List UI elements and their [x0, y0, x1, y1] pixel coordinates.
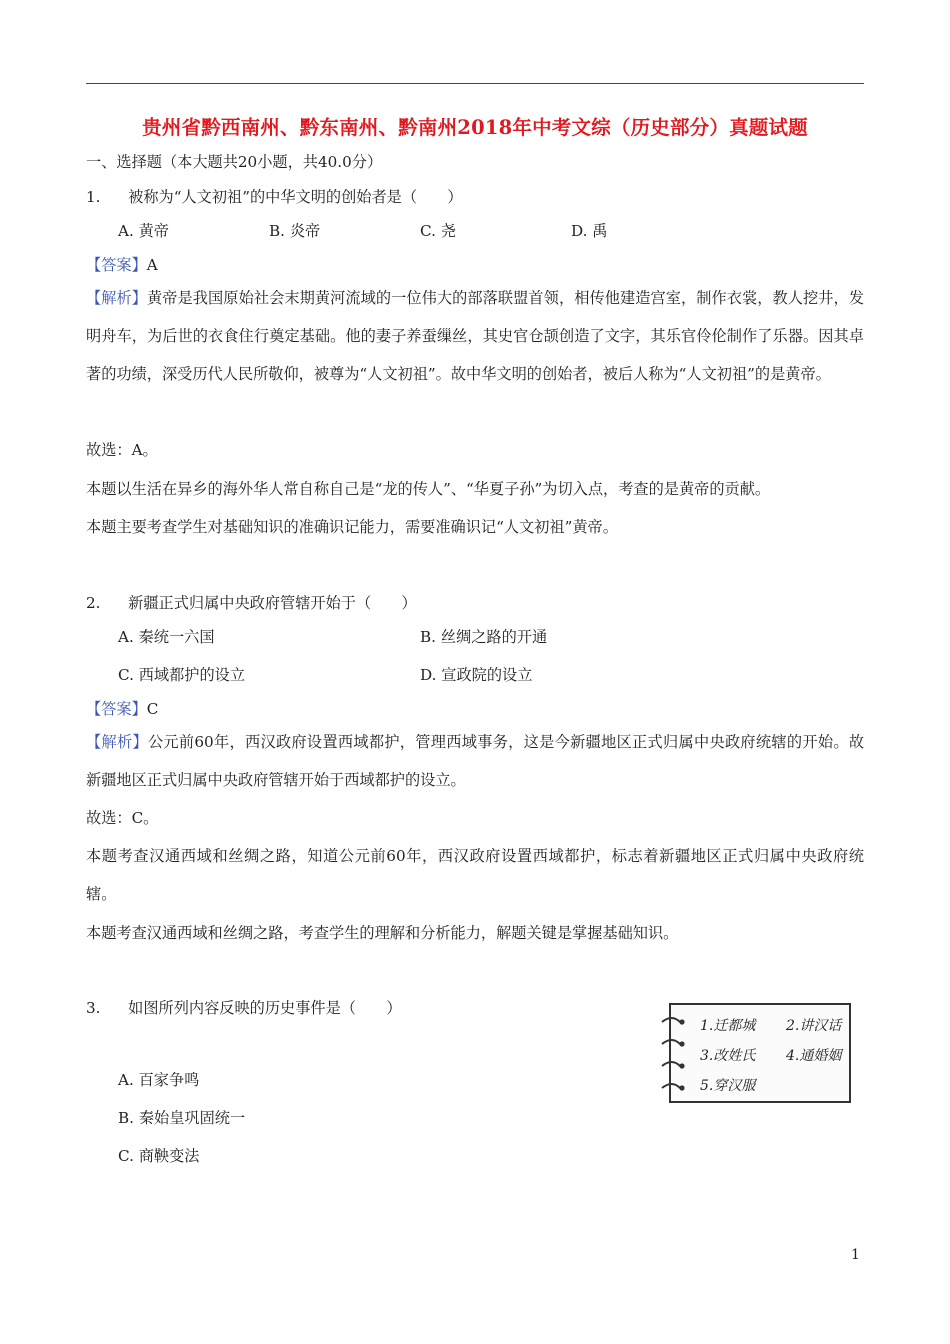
hole-3 — [679, 1063, 684, 1068]
q1-choice: 故选：A。 — [86, 441, 158, 459]
question-3-number: 3. — [86, 999, 101, 1017]
q1-note-1: 本题以生活在异乡的海外华人常自称自己是“龙的传人”、“华夏子孙”为切入点，考查的是黄帝的贡献。 — [86, 480, 771, 498]
q3-option-b: B. 秦始皇巩固统一 — [118, 1109, 246, 1127]
q1-analysis-text: 黄帝是我国原始社会末期黄河流域的一位伟大的部落联盟首领，相传他建造宫室，制作衣裳，教人挖井，发明舟车，为后世的衣食住行奠定基础。他的妻子养蚕缫丝，其史官仓颉创造了文字，其乐官伶伦制作了乐器。因其卓著的功绩，深受历代人民所敬仰，被尊为“人文初祖”。故中华文明的创始者，被后人称为“人文初祖”的是黄帝。 — [86, 289, 865, 383]
q1-answer-value: A — [146, 256, 158, 274]
q2-analysis-text: 公元前60年，西汉政府设置西域都护，管理西域事务，这是今新疆地区正式归属中央政府统辖的开始。故新疆地区正式归属中央政府管辖开始于西域都护的设立。 — [86, 733, 865, 789]
q3-option-c: C. 商鞅变法 — [118, 1147, 200, 1165]
q1-option-a: A. 黄帝 — [118, 222, 169, 240]
q2-analysis — [86, 723, 864, 799]
question-3-stem: 如图所列内容反映的历史事件是（ ） — [128, 999, 402, 1017]
answer-tag: 【答案】 — [86, 256, 147, 274]
question-3 — [86, 998, 402, 1018]
q3-option-a: A. 百家争鸣 — [118, 1071, 200, 1089]
figure-item-5: 5.穿汉服 — [700, 1078, 756, 1094]
question-1-number: 1. — [86, 188, 101, 206]
notebook-figure — [658, 1000, 854, 1110]
q2-choice: 故选：C。 — [86, 809, 159, 827]
question-1 — [86, 187, 463, 207]
q1-option-c: C. 尧 — [420, 222, 456, 240]
hole-1 — [679, 1019, 684, 1024]
q2-option-a: A. 秦统一六国 — [118, 628, 215, 646]
question-2-stem: 新疆正式归属中央政府管辖开始于（ ） — [128, 594, 417, 612]
q1-answer — [86, 255, 158, 275]
q2-answer-value: C — [146, 700, 159, 718]
header-rule — [86, 83, 864, 84]
analysis-tag: 【解析】 — [86, 289, 148, 307]
answer-tag: 【答案】 — [86, 700, 147, 718]
q2-option-c: C. 西域都护的设立 — [118, 666, 246, 684]
q2-note-2: 本题考查汉通西域和丝绸之路，考查学生的理解和分析能力，解题关键是掌握基础知识。 — [86, 924, 679, 942]
analysis-tag: 【解析】 — [86, 733, 148, 751]
section-heading: 一、选择题（本大题共20小题，共40.0分） — [86, 153, 383, 171]
document-title: 贵州省黔西南州、黔东南州、黔南州2018年中考文综（历史部分）真题试题 — [142, 116, 808, 139]
hole-4 — [679, 1085, 684, 1090]
q2-note-1: 本题考查汉通西域和丝绸之路，知道公元前60年，西汉政府设置西域都护，标志着新疆地区正式归属中央政府统辖。 — [86, 847, 864, 903]
figure-item-4: 4.通婚姻 — [786, 1048, 842, 1064]
figure-item-3: 3.改姓氏 — [700, 1048, 756, 1064]
question-1-stem: 被称为“人文初祖”的中华文明的创始者是（ ） — [128, 188, 463, 206]
q1-option-b: B. 炎帝 — [269, 222, 321, 240]
hole-2 — [679, 1041, 684, 1046]
page-number: 1 — [851, 1247, 860, 1263]
q1-option-d: D. 禹 — [571, 222, 608, 240]
question-2 — [86, 593, 417, 613]
question-2-number: 2. — [86, 594, 101, 612]
q1-note-2: 本题主要考查学生对基础知识的准确识记能力，需要准确识记“人文初祖”黄帝。 — [86, 518, 618, 536]
q2-answer — [86, 699, 158, 719]
q1-analysis — [86, 279, 864, 393]
figure-item-1: 1.迁都城 — [700, 1018, 756, 1034]
q2-option-b: B. 丝绸之路的开通 — [420, 628, 548, 646]
figure-item-2: 2.讲汉话 — [786, 1018, 842, 1034]
q2-option-d: D. 宣政院的设立 — [420, 666, 533, 684]
